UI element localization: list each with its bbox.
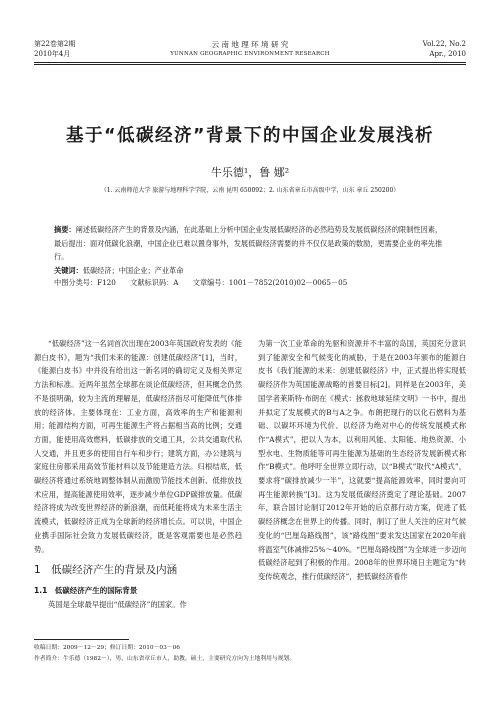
keywords-text: 低碳经济；中国企业；产业革命 [82,265,184,275]
footnote-received: 收稿日期：2009－12－29；修订日期：2010－03－06 [34,645,180,651]
keywords [54,264,446,278]
abstract-text: 阐述低碳经济产生的背景及内涵，在此基础上分析中国企业发展低碳经济的必然趋势及发展低碳经济的限制性因素，最后提出：面对低碳化浪潮，中国企业已难以置身事外，发展低碳经济需要的并不仅仅是政策的数励，更需要企业的率先推行。 [54,225,443,262]
doc-code: 文献标识码：A [130,278,179,287]
volume-cn: 第22卷第2期 [34,40,76,48]
abstract-block [54,223,446,277]
volume-en: Vol.22, No.2 [422,40,466,48]
left-column [34,337,242,611]
date-en: Apr., 2010 [429,49,466,58]
footnote-rule [34,639,129,640]
article-number: 文章编号：1001－7852(2010)02－0065－05 [192,278,348,287]
abstract-label: 摘要： [54,225,76,234]
abstract [54,223,446,264]
footnote-author: 作者简介：牛乐德（1982－），男，山东省章丘市人，助教，硕士，主要研究方向为土地利用与规划。 [34,656,296,662]
subsection-heading-1-1: 1.1 低碳经济产生的国际背景 [34,585,138,595]
header-rule-thin [34,64,466,65]
journal-name-cn: 云 南 地 理 环 境 研 究 [211,40,289,49]
section-heading-1: 1 低碳经济产生的背景及内涵 [34,564,178,577]
header-rule [34,62,466,63]
article-title: 基于“低碳经济”背景下的中国企业发展浅析 [65,126,434,146]
date-cn: 2010年4月 [34,49,71,58]
keywords-label: 关键词： [54,265,83,275]
clc-number: 中图分类号：F120 [54,278,116,287]
article-authors: 牛乐德¹，鲁 娜² [210,166,290,179]
right-column [258,337,466,584]
header-right [423,40,466,59]
section-paragraph: 英国是全球最早提出“低碳经济”的国家。作 [48,599,187,609]
intro-paragraph: “低碳经济”这一名词首次出现在2003年英国政府发表的《能源白皮书》，题为“我们未来的能源：创建低碳经济”[1]，当时，《能源白皮书》中并没有给出这一新名词的确切定义及相关界定方法和标准。近两年虽然全球都在谈论低碳经济，但其概念仍然不是很明确，较为主流的理解是，低碳经济指尽可能降低气体排放的经济体。主要体现在：工业方面，高效率的生产和能源利用；能源结构方面，可再生能源生产将占据相当高的比例；交通方面，能使用高效燃料，低碳排放的交通工具，公共交通取代私人交通，并且更多的使用自行车和步行；建筑方面，办公建筑与家庭住房都采用高效节能材料以及节能建造方法。归根结底，低碳经济将通过系统地调整体制从而激励节能技术创新、低排放技术应用，提高能源使用效率，逐步减少单位GDP碳排放量。低碳经济将成为改变世界经济的新浪潮，而低耗能将成为未来生活主流模式，低碳经济正成为全球新的经济增长点。可以说，中国企业携手国际社会致力发展低碳经济，既是客观需要也是必然趋势。 [34,339,242,554]
journal-name-en: YUNNAN GEOGRAPHIC ENVIRONMENT RESEARCH [170,50,330,57]
continued-paragraph: 为第一次工业革命的先驱和资源并不丰富的岛国，英国充分意识到了能源安全和气候变化的威胁，于是在2003年颁布的能源白皮书《我们能源的未来：创建低碳经济》中，正式提出将实现低碳经济作为英国能源战略的首要目标[2]。同样是在2003年，美国学者莱斯特·布朗在《模式：拯救地球延续文明》一书中，提出并拟定了发展模式的B与A之争。布朗把现行的以化石燃料为基础、以碳坏环境为代价、以经济为绝对中心的传统发展模式称作“A模式”，把以人为本，以利用风能、太阳能、地热资源、小型水电、生物质能等可再生能源为基础的生态经济发展新模式称作“B模式”。他呼吁全世界立即行动，以“B模式”取代“A模式”，要求将“碳排放减少一半”，这就要“提高能源效率，同时要向可再生能源转换”[3]。这为发展低碳经济奠定了理论基础。2007年，联合国讨论制订2012年开始的后京都行动方案，促进了低碳经济概念在世界上的传播。同时，制订了世人关注的应对气候变化的“巴厘岛路线图”，该“路线图”要求发达国家在2020年前将温室气体减排25%～40%。“巴厘岛路线图”为全球进一步迈向低碳经济起到了积极的作用。2008年的世界环境日主题定为“转变传统观念，推行低碳经济”，把低碳经济看作 [258,339,466,581]
author-affiliation: （1. 云南师范大学 旅游与地理科学学院，云南 昆明 650092；2. 山东省章丘市高级中学，山东 章丘 250200） [100,187,400,194]
article-meta [54,278,359,288]
